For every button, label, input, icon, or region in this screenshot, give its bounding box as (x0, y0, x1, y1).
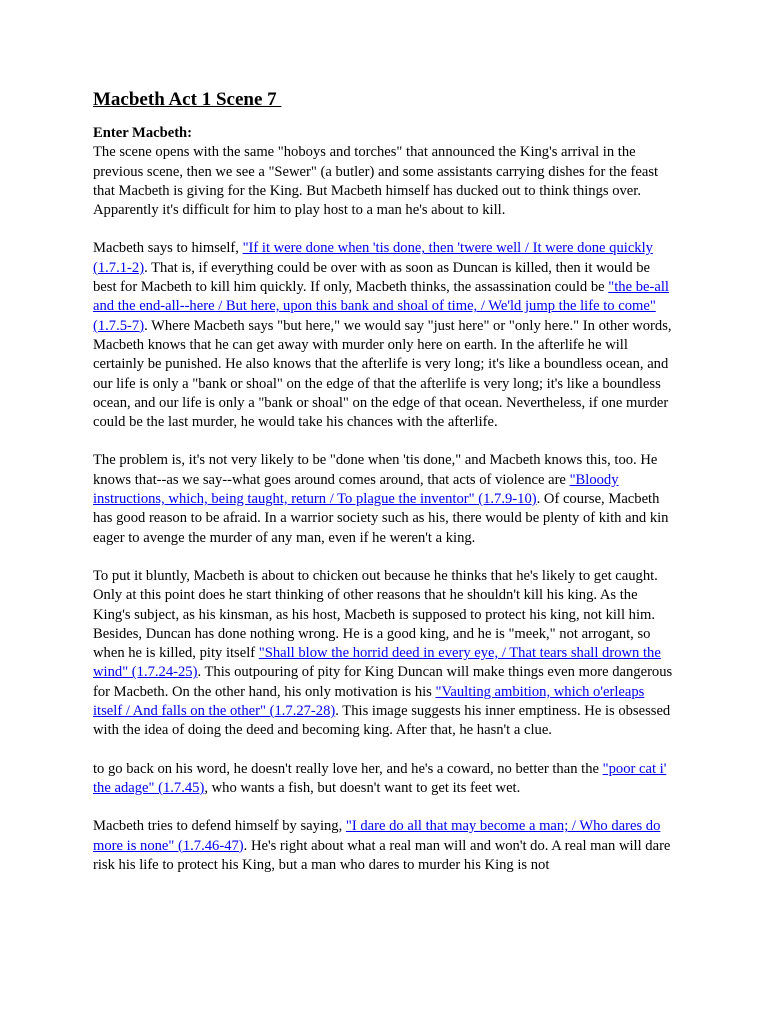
quote-link[interactable]: "I dare do all that may become a man; / Who dares do more is none" (1.7.46-47) (93, 818, 661, 854)
quote-link[interactable]: "If it were done when 'tis done, then 'twere well / It were done quickly (1.7.1-2) (93, 240, 653, 276)
paragraph-text: The problem is, it's not very likely to be "done when 'tis done," and Macbeth knows this, too. He knows that--as we say--what goes around comes around, that acts of violence are (93, 452, 658, 488)
paragraph-text: Macbeth says to himself, (93, 240, 243, 257)
quote-link[interactable]: "Shall blow the horrid deed in every eye, / That tears shall drown the wind" (1.7.24-25) (93, 645, 661, 681)
quote-link[interactable]: "the be-all and the end-all--here / But here, upon this bank and shoal of time, / We'ld jump the life to come" (1.7.5-7) (93, 279, 669, 334)
paragraph (93, 239, 675, 432)
paragraph (93, 451, 675, 547)
paragraph (93, 817, 675, 875)
paragraph-text: To put it bluntly, Macbeth is about to chicken out because he thinks that he's likely to get caught. Only at this point does he start thinking of other reasons that he shouldn't kill his king. As the King's subject, as his kinsman, as his host, Macbeth is supposed to protect his king, not kill him. Besides, Duncan has done nothing wrong. He is a good king, and he is "meek," not arrogant, so when he is killed, pity itself (93, 567, 658, 662)
paragraph-text: . Where Macbeth says "but here," we would say "just here" or "only here." In other words, Macbeth knows that he can get away with murder only here on earth. In the afterlife he will certainly be punished. He also knows that the afterlife is very long; it's like a boundless ocean, and our life is only a "bank or shoal" on the edge of that the afterlife is very long; it's like a boundless ocean, and our life is only a "bank or shoal" on the edge of that ocean. Nevertheless, if one murder could be the last murder, he would take his chances with the afterlife. (93, 317, 672, 431)
quote-link[interactable]: "Bloody instructions, which, being taught, return / To plague the inventor" (1.7.9-10) (93, 471, 619, 508)
paragraph-text: . This outpouring of pity for King Duncan will make things even more dangerous for Macbeth. On the other hand, his only motivation is his (93, 664, 673, 700)
quote-link[interactable]: "Vaulting ambition, which o'erleaps itself / And falls on the other" (1.7.27-28) (93, 683, 645, 720)
document-body (93, 124, 675, 875)
paragraph (93, 760, 675, 799)
paragraph-text: The scene opens with the same "hoboys and torches" that announced the King's arrival in the previous scene, then we see a "Sewer" (a butler) and some assistants carrying dishes for the feast that Macbeth is giving for the King. But Macbeth himself has ducked out to think things over. Apparently it's difficult for him to play host to a man he's about to kill. (93, 144, 659, 219)
paragraph-text: Macbeth tries to defend himself by saying, (93, 818, 346, 835)
paragraph-text: . This image suggests his inner emptiness. He is obsessed with the idea of doing the deed and becoming king. After that, he hasn't a clue. (93, 703, 671, 739)
section-heading: Enter Macbeth: (93, 125, 193, 141)
document-page (93, 88, 675, 894)
paragraph-text: . He's right about what a real man will and won't do. A real man will dare risk his life to protect his King, but a man who dares to murder his King is not (93, 837, 671, 873)
paragraph (93, 124, 675, 220)
paragraph-text: , who wants a fish, but doesn't want to get its feet wet. (204, 779, 521, 796)
page-title: Macbeth Act 1 Scene 7 (93, 89, 282, 110)
paragraph-text: . Of course, Macbeth has good reason to be afraid. In a warrior society such as his, there would be plenty of kith and kin eager to avenge the murder of any man, even if he weren't a king. (93, 491, 669, 546)
paragraph (93, 567, 675, 741)
paragraph-text: . That is, if everything could be over with as soon as Duncan is killed, then it would be best for Macbeth to kill him quickly. If only, Macbeth thinks, the assassination could be (93, 259, 651, 296)
paragraph-text: to go back on his word, he doesn't really love her, and he's a coward, no better than the (93, 760, 603, 777)
quote-link[interactable]: "poor cat i' the adage" (1.7.45) (93, 760, 667, 796)
